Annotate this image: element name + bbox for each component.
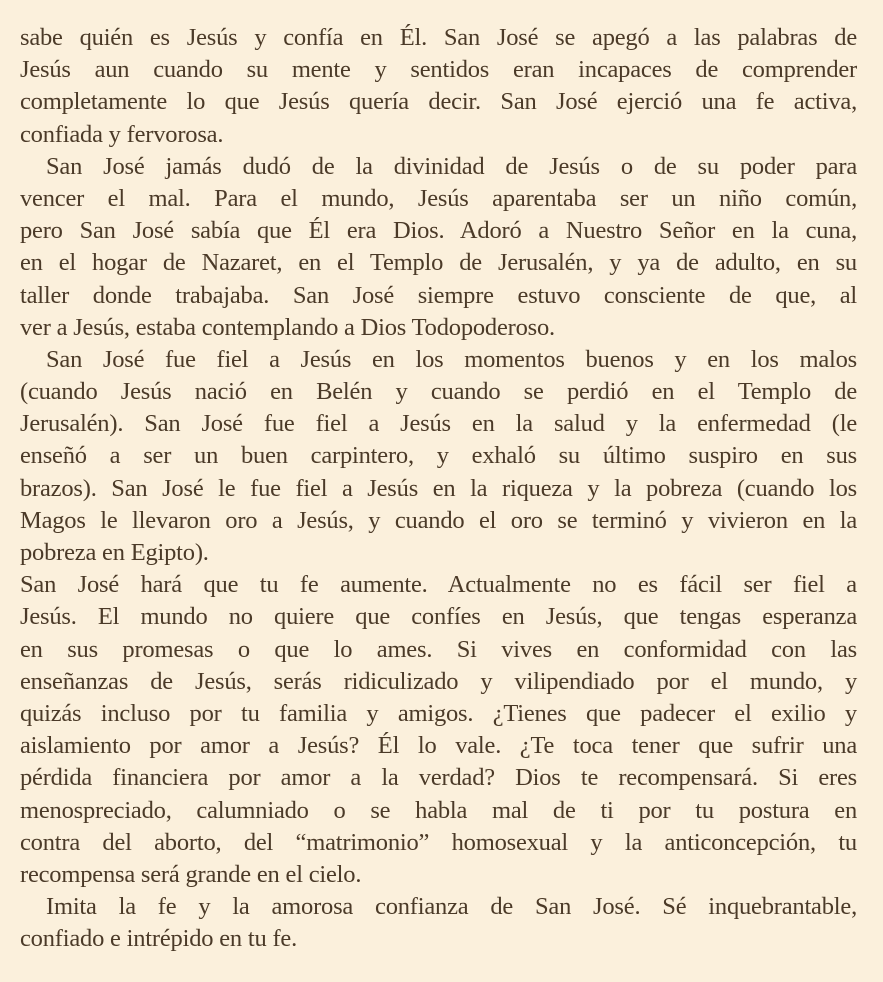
text-line: recompensa será grande en el cielo. xyxy=(20,860,362,888)
text-line: (cuando Jesús nació en Belén y cuando se perdió en el Templo de xyxy=(20,378,857,406)
text-line: contra del aborto, del “matrimonio” homosexual y la anticoncepción, tu xyxy=(20,828,857,856)
text-line: menospreciado, calumniado o se habla mal de ti por tu postura en xyxy=(20,796,857,824)
text-line: brazos). San José le fue fiel a Jesús en la riqueza y la pobreza (cuando los xyxy=(20,474,857,502)
text-line: sabe quién es Jesús y confía en Él. San José se apegó a las palabras de xyxy=(20,24,857,51)
text-line: aislamiento por amor a Jesús? Él lo vale. ¿Te toca tener que sufrir una xyxy=(20,732,857,760)
text-line: quizás incluso por tu familia y amigos. ¿Tienes que padecer el exilio y xyxy=(20,699,857,727)
text-line: San José fue fiel a Jesús en los momentos buenos y en los malos xyxy=(46,345,857,373)
paragraph xyxy=(20,22,857,151)
text-line: Magos le llevaron oro a Jesús, y cuando el oro se terminó y vivieron en la xyxy=(20,506,857,534)
text-line: pobreza en Egipto). xyxy=(20,539,209,566)
paragraph xyxy=(20,344,857,569)
text-line: Imita la fe y la amorosa confianza de San José. Sé inquebrantable, xyxy=(46,893,857,921)
text-line: enseñó a ser un buen carpintero, y exhaló su último suspiro en sus xyxy=(20,442,857,470)
paragraph xyxy=(20,151,857,344)
text-line: en sus promesas o que lo ames. Si vives en conformidad con las xyxy=(20,635,857,663)
text-line: Jesús aun cuando su mente y sentidos eran incapaces de comprender xyxy=(20,56,857,84)
paragraph xyxy=(20,569,857,891)
text-line: completamente lo que Jesús quería decir. San José ejerció una fe activa, xyxy=(20,88,857,116)
text-line: pérdida financiera por amor a la verdad? Dios te recompensará. Si eres xyxy=(20,764,857,792)
text-line: taller donde trabajaba. San José siempre estuvo consciente de que, al xyxy=(20,281,857,309)
text-line: enseñanzas de Jesús, serás ridiculizado y vilipendiado por el mundo, y xyxy=(20,667,857,695)
text-line: ver a Jesús, estaba contemplando a Dios Todopoderoso. xyxy=(20,313,555,341)
text-line: Jesús. El mundo no quiere que confíes en Jesús, que tengas esperanza xyxy=(20,603,857,631)
text-line: confiado e intrépido en tu fe. xyxy=(20,925,298,953)
text-line: confiada y fervorosa. xyxy=(20,120,224,148)
text-line: vencer el mal. Para el mundo, Jesús aparentaba ser un niño común, xyxy=(20,184,857,212)
document-page xyxy=(20,22,857,955)
paragraph xyxy=(20,891,857,955)
text-line: en el hogar de Nazaret, en el Templo de Jerusalén, y ya de adulto, en su xyxy=(20,249,857,277)
text-line: San José jamás dudó de la divinidad de Jesús o de su poder para xyxy=(46,152,857,180)
text-line: Jerusalén). San José fue fiel a Jesús en la salud y la enfermedad (le xyxy=(20,410,857,438)
text-line: San José hará que tu fe aumente. Actualmente no es fácil ser fiel a xyxy=(20,571,857,599)
text-line: pero San José sabía que Él era Dios. Adoró a Nuestro Señor en la cuna, xyxy=(20,217,857,245)
